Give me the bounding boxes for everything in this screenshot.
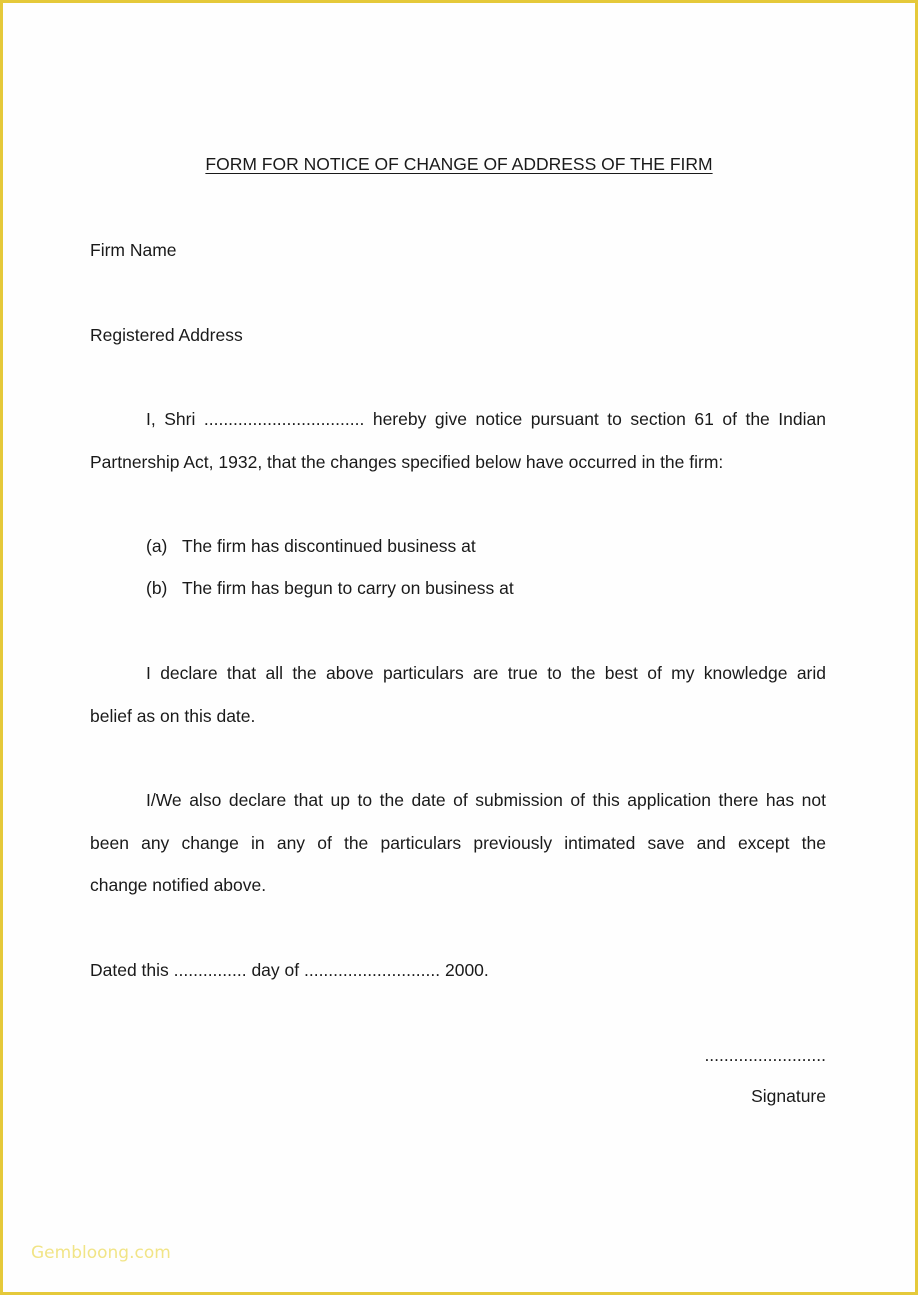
watermark-logo: Gembloong.com (31, 1243, 171, 1263)
item-a-text: The firm has discontinued business at (182, 536, 476, 556)
also-declaration-line-2: been any change in any of the particulars previously intimated save and except the (90, 833, 826, 853)
firm-name-label: Firm Name (90, 240, 177, 260)
dated-line: Dated this ............... day of ............................ 2000. (90, 960, 489, 980)
item-a-label: (a) (146, 536, 168, 556)
form-title: FORM FOR NOTICE OF CHANGE OF ADDRESS OF THE FIRM (205, 154, 713, 174)
document-page (3, 3, 915, 1292)
notice-line-2: Partnership Act, 1932, that the changes specified below have occurred in the firm: (90, 452, 724, 472)
signature-label: Signature (751, 1086, 826, 1106)
item-b-text: The firm has begun to carry on business at (182, 578, 514, 598)
signature-dots: ......................... (704, 1045, 826, 1065)
notice-line-1: I, Shri ................................. hereby give notice pursuant to section 61 of the Indian (146, 409, 826, 429)
declaration-line-1: I declare that all the above particulars are true to the best of my knowledge arid (146, 663, 826, 683)
declaration-line-2: belief as on this date. (90, 706, 256, 726)
registered-address-label: Registered Address (90, 325, 243, 345)
also-declaration-line-1: I/We also declare that up to the date of submission of this application there has not (146, 790, 826, 810)
also-declaration-line-3: change notified above. (90, 875, 267, 895)
item-b-label: (b) (146, 578, 168, 598)
